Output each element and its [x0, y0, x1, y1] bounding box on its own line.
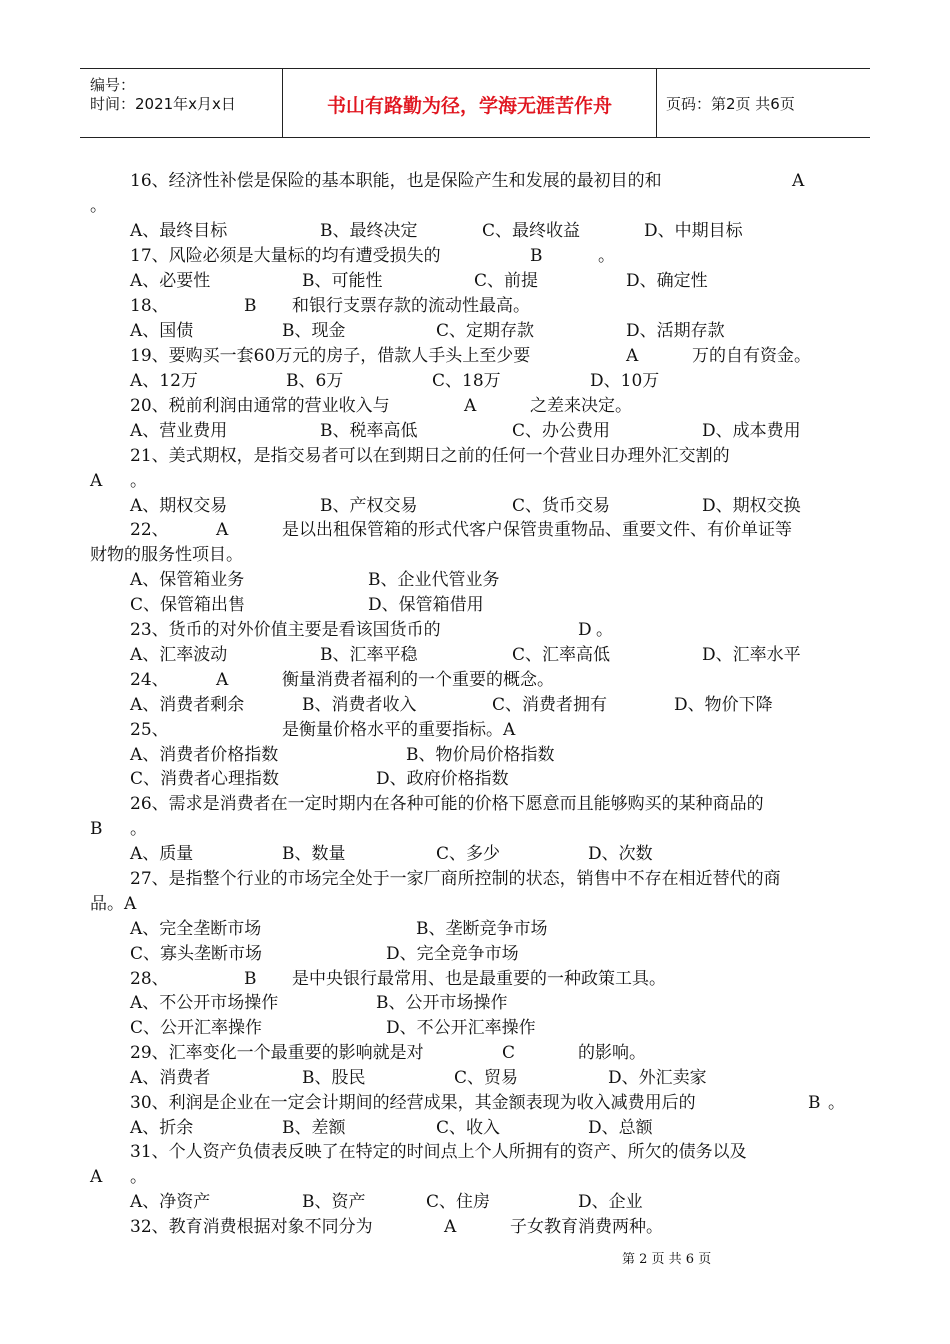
text-line-segment: D、政府价格指数	[376, 769, 509, 789]
text-line-segment: 是以出租保管箱的形式代客户保管贵重物品、重要文件、有价单证等	[282, 520, 792, 540]
text-line-segment: B、税率高低	[320, 421, 418, 441]
header-motto: 书山有路勤为径，学海无涯苦作舟	[326, 95, 612, 117]
text-line-segment: D、中期目标	[644, 221, 743, 241]
text-line-segment: B	[244, 296, 257, 316]
text-line-segment: 之差来决定。	[530, 396, 632, 416]
text-line-segment: A	[626, 346, 639, 366]
page-footer: 第 2 页 共 6 页	[622, 1252, 712, 1267]
text-line-segment: C、消费者拥有	[492, 695, 608, 715]
text-line: A、期权交易	[130, 496, 228, 516]
text-line-segment: B	[530, 246, 543, 266]
text-line: A、汇率波动	[130, 645, 228, 665]
text-line-segment: D、物价下降	[674, 695, 773, 715]
text-line-segment: 是中央银行最常用、也是最重要的一种政策工具。	[292, 969, 666, 989]
text-line: 23、货币的对外价值主要是看该国货币的	[130, 620, 441, 640]
text-line: A、保管箱业务	[130, 570, 245, 590]
text-line: A、质量	[130, 844, 194, 864]
text-line-segment: 万的自有资金。	[692, 346, 811, 366]
text-line: 财物的服务性项目。	[90, 545, 243, 565]
text-line: 30、利润是企业在一定会计期间的经营成果，其金额表现为收入减费用后的	[130, 1093, 696, 1113]
text-line: 28、	[130, 969, 169, 989]
text-line-segment: 。	[828, 1093, 845, 1113]
text-line-segment: D、10万	[590, 371, 660, 391]
text-line-segment: B、股民	[302, 1068, 366, 1088]
text-line-segment: C、收入	[436, 1118, 501, 1138]
text-line-segment: 。	[598, 246, 615, 266]
text-line: 25、	[130, 720, 169, 740]
text-line: 品。A	[90, 894, 137, 914]
text-line: 21、美式期权，是指交易者可以在到期日之前的任何一个营业日办理外汇交割的	[130, 446, 730, 466]
text-line-segment: D、汇率水平	[702, 645, 801, 665]
text-line: A、净资产	[130, 1192, 211, 1212]
document-number-label: 编号：	[90, 76, 136, 94]
text-line-segment: 衡量消费者福利的一个重要的概念。	[282, 670, 554, 690]
text-line-segment: D、活期存款	[626, 321, 725, 341]
text-line-segment: D、完全竞争市场	[386, 944, 519, 964]
text-line: 24、	[130, 670, 169, 690]
text-line-segment: C、汇率高低	[512, 645, 611, 665]
header-motto-cell	[283, 69, 657, 137]
text-line-segment: B、物价局价格指数	[406, 745, 555, 765]
text-line: 19、要购买一套60万元的房子，借款人手头上至少要	[130, 346, 531, 366]
text-line-segment: C、最终收益	[482, 221, 581, 241]
text-line: 26、需求是消费者在一定时期内在各种可能的价格下愿意而且能够购买的某种商品的	[130, 794, 764, 814]
text-line-segment: D、不公开汇率操作	[386, 1018, 536, 1038]
text-line-segment: B、现金	[282, 321, 346, 341]
header-info-cell	[80, 69, 283, 137]
text-line-segment: B、公开市场操作	[376, 993, 508, 1013]
text-line: A、消费者剩余	[130, 695, 245, 715]
text-line-segment: B、消费者收入	[302, 695, 417, 715]
text-line-segment: A	[444, 1217, 457, 1237]
text-line-segment: B、数量	[282, 844, 346, 864]
text-line: 22、	[130, 520, 169, 540]
text-line-segment: D、确定性	[626, 271, 708, 291]
text-line: A、必要性	[130, 271, 211, 291]
text-line-segment: B	[244, 969, 257, 989]
text-line: A、最终目标	[130, 221, 228, 241]
text-line-segment: A	[216, 670, 229, 690]
text-line: A、12万	[130, 371, 198, 391]
text-line: A、营业费用	[130, 421, 228, 441]
text-line-segment: D、次数	[588, 844, 653, 864]
text-line-segment: A	[464, 396, 477, 416]
text-line: C、公开汇率操作	[130, 1018, 263, 1038]
text-line-segment: B	[808, 1093, 821, 1113]
text-line-segment: C、货币交易	[512, 496, 611, 516]
text-line: 20、税前利润由通常的营业收入与	[130, 396, 390, 416]
text-line-segment: B、垄断竞争市场	[416, 919, 548, 939]
document-date-label: 时间：2021年x月x日	[90, 95, 236, 113]
text-line-segment: C、办公费用	[512, 421, 611, 441]
text-line: A、消费者价格指数	[130, 745, 279, 765]
text-line-segment: C、前提	[474, 271, 539, 291]
text-line: A、消费者	[130, 1068, 211, 1088]
text-line: A	[90, 471, 103, 491]
text-line: 32、教育消费根据对象不同分为	[130, 1217, 373, 1237]
text-line-segment: 和银行支票存款的流动性最高。	[292, 296, 530, 316]
text-line-segment: D、保管箱借用	[368, 595, 484, 615]
text-line-segment: D	[578, 620, 592, 640]
text-line-segment: 。	[596, 620, 613, 640]
text-line-segment: B、资产	[302, 1192, 366, 1212]
text-line-segment: B、可能性	[302, 271, 383, 291]
text-line-segment: 是衡量价格水平的重要指标。A	[282, 720, 516, 740]
text-line: 27、是指整个行业的市场完全处于一家厂商所控制的状态，销售中不存在相近替代的商	[130, 869, 781, 889]
text-line: A、完全垄断市场	[130, 919, 262, 939]
text-line-segment: B、6万	[286, 371, 344, 391]
text-line-segment: C、18万	[432, 371, 501, 391]
text-line: A、折余	[130, 1118, 194, 1138]
text-line-segment: B、产权交易	[320, 496, 418, 516]
text-line: C、消费者心理指数	[130, 769, 280, 789]
text-line: A、国债	[130, 321, 194, 341]
text-line: A	[90, 1167, 103, 1187]
header-page-code: 页码：第2页 共6页	[666, 95, 795, 113]
text-line-segment: D、期权交换	[702, 496, 801, 516]
text-line-segment: 的影响。	[578, 1043, 646, 1063]
text-line-segment: C	[502, 1043, 516, 1063]
text-line-segment: A	[216, 520, 229, 540]
text-line: 16、经济性补偿是保险的基本职能，也是保险产生和发展的最初目的和	[130, 171, 662, 191]
text-line-segment: 。	[130, 471, 147, 491]
text-line-segment: 。	[130, 1167, 147, 1187]
text-line-segment: B、差额	[282, 1118, 346, 1138]
text-line: B	[90, 819, 103, 839]
text-line-segment: D、成本费用	[702, 421, 801, 441]
text-line-segment: B、最终决定	[320, 221, 418, 241]
text-line-segment: C、定期存款	[436, 321, 535, 341]
text-line-segment: A	[792, 171, 805, 191]
text-line: C、保管箱出售	[130, 595, 246, 615]
text-line-segment: D、总额	[588, 1118, 653, 1138]
text-line: A、不公开市场操作	[130, 993, 279, 1013]
text-line: 18、	[130, 296, 169, 316]
text-line-segment: 。	[130, 819, 147, 839]
text-line-segment: C、住房	[426, 1192, 491, 1212]
text-line-segment: C、贸易	[454, 1068, 519, 1088]
text-line-segment: B、汇率平稳	[320, 645, 418, 665]
text-line-segment: D、企业	[578, 1192, 643, 1212]
text-line-segment: B、企业代管业务	[368, 570, 500, 590]
header-page-cell	[657, 69, 870, 137]
text-line: 29、汇率变化一个最重要的影响就是对	[130, 1043, 424, 1063]
text-line: 17、风险必须是大量标的均有遭受损失的	[130, 246, 441, 266]
text-line-segment: C、多少	[436, 844, 501, 864]
text-line: 。	[90, 196, 107, 216]
text-line: 31、个人资产负债表反映了在特定的时间点上个人所拥有的资产、所欠的债务以及	[130, 1142, 747, 1162]
document-header	[80, 68, 870, 138]
text-line-segment: D、外汇卖家	[608, 1068, 707, 1088]
text-line-segment: 子女教育消费两种。	[510, 1217, 663, 1237]
text-line: C、寡头垄断市场	[130, 944, 263, 964]
